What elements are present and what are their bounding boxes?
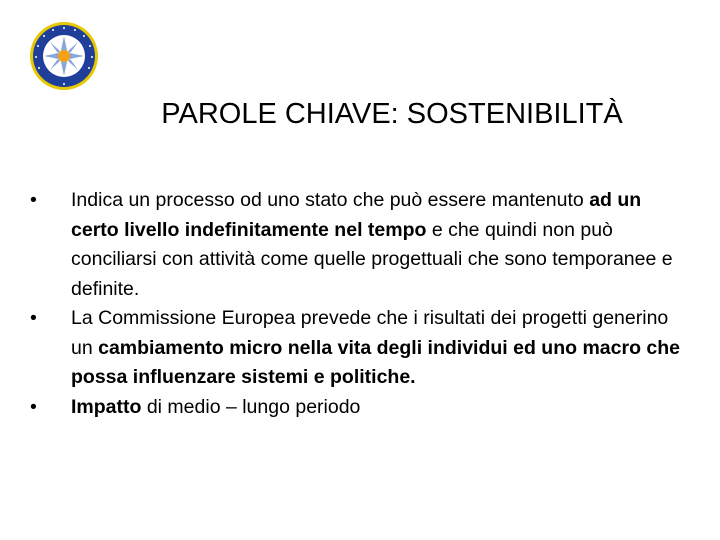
seal-logo: [28, 20, 100, 92]
bullet-text-1b: ad un certo livello indefinitamente nel tempo: [71, 189, 642, 241]
bullet-text-3b: di medio – lungo periodo: [141, 395, 361, 418]
bullet-symbol: •: [30, 189, 37, 211]
bullet-text-1c: e che quindi non può conciliarsi con attività come quelle progettuali che sono temporanee e definite.: [71, 218, 673, 300]
bullet-item: [30, 393, 690, 423]
seal-logo-graphic: [28, 20, 100, 92]
bullet-item: [30, 186, 690, 304]
bullet-text-2b: cambiamento micro nella vita degli individui ed uno macro che possa influenzare sistemi e politiche.: [71, 336, 680, 388]
bullet-text-2a: La Commissione Europea prevede che i risultati dei progetti generino un: [71, 307, 669, 359]
bullet-symbol: •: [30, 395, 37, 418]
slide-title: PAROLE CHIAVE: SOSTENIBILITÀ: [161, 98, 623, 130]
bullet-symbol: •: [30, 307, 37, 329]
bullet-item: [30, 304, 690, 393]
bullet-text-3a: Impatto: [71, 395, 142, 418]
bullet-list: [30, 186, 690, 422]
bullet-text-1a: Indica un processo od uno stato che può essere mantenuto: [71, 189, 590, 211]
